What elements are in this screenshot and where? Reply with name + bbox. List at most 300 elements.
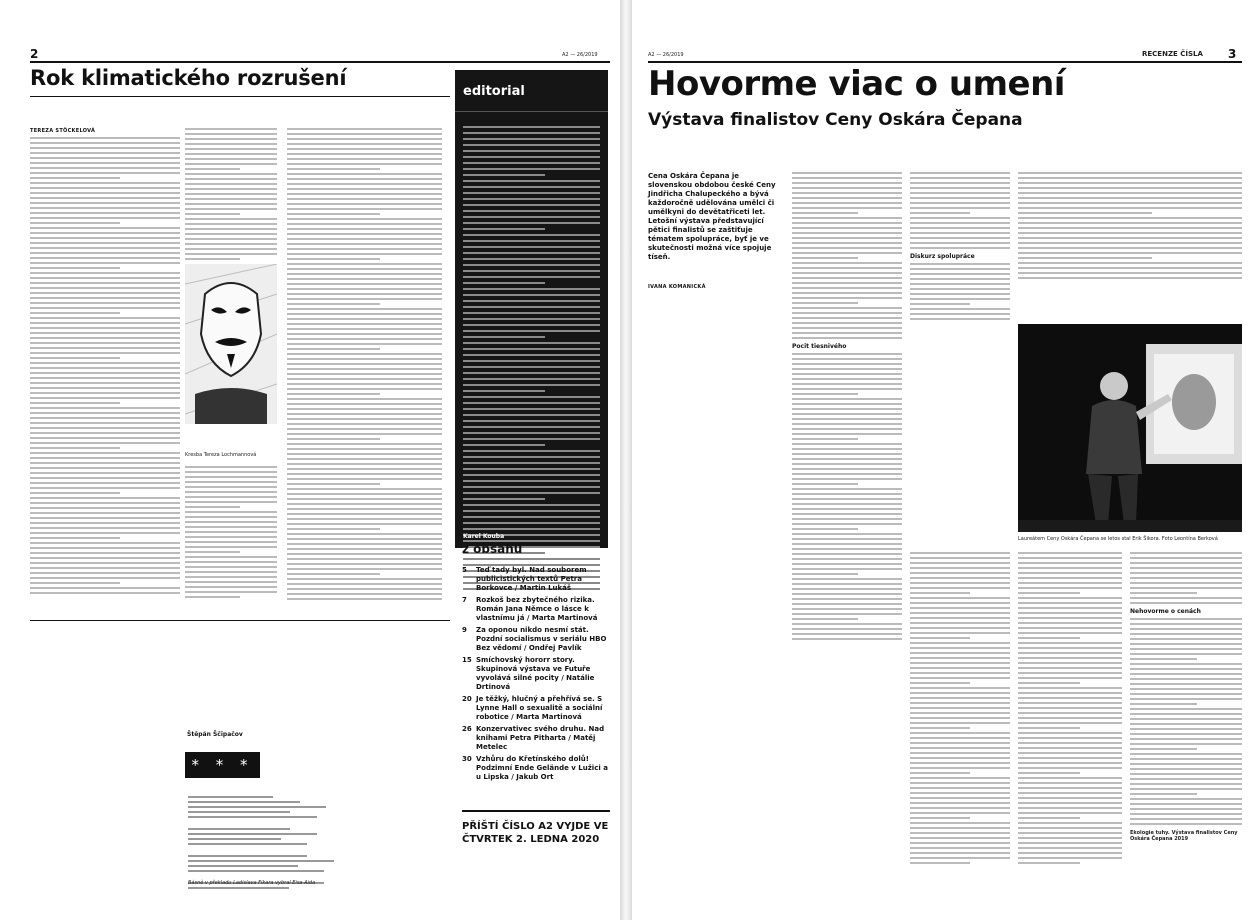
text-line xyxy=(1018,572,1122,574)
text-line xyxy=(792,463,902,465)
text-line xyxy=(185,546,277,548)
text-line xyxy=(287,463,442,465)
text-line xyxy=(1018,772,1080,774)
text-line xyxy=(287,243,442,245)
text-line xyxy=(1018,642,1122,644)
text-line xyxy=(1130,773,1242,775)
text-line xyxy=(1018,697,1122,699)
text-line xyxy=(1130,823,1242,825)
text-line xyxy=(910,807,1010,809)
section-heading: Pocit tiesnivého xyxy=(792,343,847,350)
text-line xyxy=(185,233,277,235)
text-line xyxy=(792,297,902,299)
contents-page-number: 20 xyxy=(462,695,472,703)
text-line xyxy=(463,384,600,386)
text-line xyxy=(1130,718,1242,720)
poem-line xyxy=(188,833,317,835)
text-line xyxy=(792,172,902,174)
text-line xyxy=(30,307,180,309)
text-line xyxy=(1018,582,1122,584)
text-line xyxy=(910,697,1010,699)
contents-entry-text: Konzervativec svého druhu. Nad knihami Petra Pitharta / Matěj Metelec xyxy=(476,725,605,751)
article-column xyxy=(910,172,1010,323)
text-line xyxy=(792,638,902,640)
text-line xyxy=(185,541,277,543)
text-line xyxy=(1018,622,1122,624)
text-line xyxy=(1018,192,1242,194)
text-line xyxy=(287,513,442,515)
text-line xyxy=(792,493,902,495)
text-line xyxy=(287,238,442,240)
text-line xyxy=(792,237,902,239)
text-line xyxy=(1018,632,1122,634)
text-line xyxy=(185,586,277,588)
text-line xyxy=(1018,662,1122,664)
text-line xyxy=(185,213,240,215)
editorial-title: editorial xyxy=(463,84,525,99)
text-line xyxy=(287,173,442,175)
text-line xyxy=(463,288,600,290)
text-line xyxy=(287,573,380,575)
text-line xyxy=(287,353,442,355)
text-line xyxy=(1018,277,1242,279)
text-line xyxy=(792,187,902,189)
text-line xyxy=(1130,643,1242,645)
text-line xyxy=(287,398,442,400)
text-line xyxy=(30,287,180,289)
text-line xyxy=(1018,557,1122,559)
text-line xyxy=(910,207,1010,209)
text-line xyxy=(910,632,1010,634)
contents-item xyxy=(462,695,612,722)
poem-author: Štěpán Ščipačov xyxy=(187,731,243,738)
text-line xyxy=(792,247,902,249)
text-line xyxy=(1130,818,1242,820)
text-line xyxy=(1130,793,1197,795)
text-line xyxy=(792,177,902,179)
text-line xyxy=(910,227,1010,229)
text-line xyxy=(910,212,970,214)
text-line xyxy=(463,234,600,236)
text-line xyxy=(185,168,240,170)
text-line xyxy=(185,511,277,513)
text-line xyxy=(287,278,442,280)
text-line xyxy=(792,438,858,440)
text-line xyxy=(1130,753,1242,755)
text-line xyxy=(185,203,277,205)
text-line xyxy=(792,433,902,435)
text-line xyxy=(287,133,442,135)
running-head: A2 — 26/2019 xyxy=(562,52,598,58)
text-line xyxy=(185,138,277,140)
editorial-rule xyxy=(455,111,608,112)
text-line xyxy=(30,147,180,149)
contents-item xyxy=(462,596,612,623)
text-line xyxy=(463,372,600,374)
text-line xyxy=(792,428,902,430)
text-line xyxy=(287,253,442,255)
text-line xyxy=(30,537,120,539)
text-line xyxy=(30,347,180,349)
poem-line xyxy=(188,887,289,889)
text-line xyxy=(1018,262,1242,264)
text-line xyxy=(1018,692,1122,694)
text-line xyxy=(792,252,902,254)
poem-line xyxy=(188,801,300,803)
text-line xyxy=(30,467,180,469)
text-line xyxy=(1130,597,1242,599)
poem-line xyxy=(188,870,324,872)
poem-line xyxy=(188,796,273,798)
text-line xyxy=(792,312,902,314)
text-line xyxy=(792,378,902,380)
text-line xyxy=(792,353,902,355)
text-line xyxy=(910,667,1010,669)
contents-item xyxy=(462,755,612,782)
text-line xyxy=(1130,693,1242,695)
text-line xyxy=(463,450,600,452)
text-line xyxy=(30,207,180,209)
article-headline: Hovorme viac o umení xyxy=(648,64,1065,104)
text-line xyxy=(1018,812,1122,814)
text-line xyxy=(1018,212,1152,214)
text-line xyxy=(910,702,1010,704)
text-line xyxy=(1130,738,1242,740)
text-line xyxy=(463,144,600,146)
text-line xyxy=(287,148,442,150)
text-line xyxy=(463,438,600,440)
text-line xyxy=(910,837,1010,839)
text-line xyxy=(910,717,1010,719)
text-line xyxy=(463,342,600,344)
text-line xyxy=(30,357,120,359)
text-line xyxy=(1018,577,1122,579)
text-line xyxy=(185,551,240,553)
text-line xyxy=(1130,673,1242,675)
text-line xyxy=(1018,672,1122,674)
text-line xyxy=(1018,182,1242,184)
text-line xyxy=(463,306,600,308)
text-line xyxy=(30,417,180,419)
text-line xyxy=(287,143,442,145)
text-line xyxy=(1018,267,1242,269)
artist-photo xyxy=(1018,324,1242,532)
article-column xyxy=(1018,172,1242,282)
text-line xyxy=(30,197,180,199)
poem-credit: Básně v překladu Ladislava Fikara vybral Eisa Aida xyxy=(188,880,316,886)
text-line xyxy=(287,548,442,550)
text-line xyxy=(1018,217,1242,219)
text-line xyxy=(792,448,902,450)
text-line xyxy=(910,283,1010,285)
text-line xyxy=(463,516,600,518)
text-line xyxy=(185,476,277,478)
text-line xyxy=(792,483,858,485)
text-line xyxy=(185,143,277,145)
editorial-signature: Karel Kouba xyxy=(463,533,505,540)
text-line xyxy=(463,258,600,260)
text-line xyxy=(185,471,277,473)
text-line xyxy=(30,252,180,254)
poem-line xyxy=(188,838,281,840)
text-line xyxy=(30,392,180,394)
text-line xyxy=(792,192,902,194)
text-line xyxy=(287,438,380,440)
text-line xyxy=(30,517,180,519)
poem-line xyxy=(188,811,290,813)
text-line xyxy=(910,737,1010,739)
text-line xyxy=(185,253,277,255)
text-line xyxy=(30,427,180,429)
text-line xyxy=(792,513,902,515)
text-line xyxy=(287,373,442,375)
text-line xyxy=(792,368,902,370)
text-line xyxy=(287,433,442,435)
text-line xyxy=(185,466,277,468)
text-line xyxy=(1018,602,1122,604)
text-line xyxy=(287,348,380,350)
stanza-break xyxy=(188,892,343,899)
text-line xyxy=(287,543,442,545)
text-line xyxy=(287,538,442,540)
text-line xyxy=(30,242,180,244)
text-line xyxy=(287,593,442,595)
text-line xyxy=(463,126,600,128)
text-line xyxy=(463,240,600,242)
text-line xyxy=(792,623,902,625)
contents-page-number: 9 xyxy=(462,626,467,634)
text-line xyxy=(463,408,600,410)
text-line xyxy=(910,587,1010,589)
poem-line xyxy=(188,855,307,857)
text-line xyxy=(792,363,902,365)
text-line xyxy=(463,264,600,266)
text-line xyxy=(1130,813,1242,815)
text-line xyxy=(910,842,1010,844)
poem-asterisks: * * * xyxy=(185,752,260,778)
text-line xyxy=(287,443,442,445)
text-line xyxy=(1130,788,1242,790)
text-line xyxy=(1018,822,1122,824)
text-line xyxy=(287,458,442,460)
text-line xyxy=(287,563,442,565)
text-line xyxy=(1018,552,1122,554)
text-line xyxy=(1018,232,1242,234)
text-line xyxy=(1018,687,1122,689)
text-line xyxy=(1130,668,1242,670)
text-line xyxy=(287,518,442,520)
text-line xyxy=(792,588,902,590)
text-line xyxy=(910,752,1010,754)
text-line xyxy=(185,223,277,225)
text-line xyxy=(792,197,902,199)
text-line xyxy=(287,428,442,430)
text-line xyxy=(1130,633,1242,635)
text-line xyxy=(1018,832,1122,834)
contents-item xyxy=(462,626,612,653)
text-line xyxy=(463,132,600,134)
text-line xyxy=(792,628,902,630)
poem-line xyxy=(188,828,290,830)
text-line xyxy=(185,183,277,185)
text-line xyxy=(463,294,600,296)
text-line xyxy=(792,373,902,375)
text-line xyxy=(910,682,970,684)
text-line xyxy=(30,562,180,564)
text-line xyxy=(792,408,902,410)
text-line xyxy=(1018,187,1242,189)
text-line xyxy=(185,243,277,245)
text-line xyxy=(910,762,1010,764)
poem-line xyxy=(188,860,334,862)
text-line xyxy=(792,272,902,274)
contents-page-number: 15 xyxy=(462,656,472,664)
text-line xyxy=(185,496,277,498)
contents-entry-text: Smíchovský hororr story. Skupinová výstava ve Futuře vyvolává silné pocity / Natálie Drtinová xyxy=(476,656,595,691)
text-line xyxy=(287,198,442,200)
text-line xyxy=(30,352,180,354)
text-line xyxy=(910,787,1010,789)
header-rule xyxy=(648,61,1242,63)
text-line xyxy=(463,414,600,416)
text-line xyxy=(792,558,902,560)
text-line xyxy=(910,222,1010,224)
text-line xyxy=(1018,837,1122,839)
text-line xyxy=(30,162,180,164)
text-line xyxy=(792,398,902,400)
text-line xyxy=(287,468,442,470)
text-line xyxy=(463,456,600,458)
text-line xyxy=(1130,658,1197,660)
text-line xyxy=(792,322,902,324)
poem-line xyxy=(188,806,326,808)
text-line xyxy=(463,528,600,530)
text-line xyxy=(463,150,600,152)
contents-item xyxy=(462,656,612,692)
text-line xyxy=(910,817,970,819)
text-line xyxy=(30,412,180,414)
text-line xyxy=(287,408,442,410)
text-line xyxy=(185,481,277,483)
text-line xyxy=(287,283,442,285)
text-line xyxy=(910,742,1010,744)
text-line xyxy=(910,172,1010,174)
text-line xyxy=(1130,803,1242,805)
text-line xyxy=(910,268,1010,270)
text-line xyxy=(1018,592,1080,594)
text-line xyxy=(287,418,442,420)
text-line xyxy=(1018,197,1242,199)
text-line xyxy=(287,343,442,345)
text-line xyxy=(910,273,1010,275)
text-line xyxy=(792,503,902,505)
text-line xyxy=(1130,743,1242,745)
text-line xyxy=(1018,657,1122,659)
text-line xyxy=(287,558,442,560)
text-line xyxy=(185,516,277,518)
text-line xyxy=(910,812,1010,814)
text-line xyxy=(463,402,600,404)
text-line xyxy=(792,242,902,244)
article-column xyxy=(287,128,442,603)
text-line xyxy=(792,453,902,455)
text-line xyxy=(910,308,1010,310)
text-line xyxy=(910,627,1010,629)
text-line xyxy=(792,222,902,224)
contents-entry-text: Rozkoš bez zbytečného rizika. Román Jana Němce o lásce k vlastnímu já / Marta Martinová xyxy=(476,596,598,622)
text-line xyxy=(910,827,1010,829)
text-line xyxy=(1018,667,1122,669)
text-line xyxy=(1018,792,1122,794)
text-line xyxy=(185,128,277,130)
text-line xyxy=(792,618,858,620)
text-line xyxy=(1130,552,1242,554)
headline-rule xyxy=(30,96,450,97)
text-line xyxy=(30,202,180,204)
text-line xyxy=(463,282,545,284)
text-line xyxy=(30,257,180,259)
text-line xyxy=(910,567,1010,569)
text-line xyxy=(1018,257,1152,259)
text-line xyxy=(792,423,902,425)
text-line xyxy=(287,368,442,370)
article-column xyxy=(910,552,1010,867)
article-lead: Cena Oskára Čepana je slovenskou obdobou české Ceny Jindřicha Chalupeckého a bývá každoročně udělována umělci či umělkyni do devětatřiceti let. Letošní výstava představující pětici finalistů se zaštiťuje tématem spolupráce, byť je ve skutečnosti možná více spojuje tíseň. xyxy=(648,172,776,261)
text-line xyxy=(1130,783,1242,785)
text-line xyxy=(792,292,902,294)
exhibition-note: Ekologie tuhy. Výstava finalistov Ceny Oskára Čepana 2019 xyxy=(1130,830,1238,842)
text-line xyxy=(463,378,600,380)
text-line xyxy=(792,403,902,405)
text-line xyxy=(792,277,902,279)
article-author: TEREZA STÖCKELOVÁ xyxy=(30,128,96,134)
text-line xyxy=(287,138,442,140)
text-line xyxy=(910,612,1010,614)
text-line xyxy=(792,473,902,475)
text-line xyxy=(30,212,180,214)
text-line xyxy=(30,282,180,284)
text-line xyxy=(1018,247,1242,249)
text-line xyxy=(287,333,442,335)
text-line xyxy=(1018,242,1242,244)
text-line xyxy=(1130,728,1242,730)
text-line xyxy=(792,257,858,259)
text-line xyxy=(185,208,277,210)
text-line xyxy=(287,168,380,170)
text-line xyxy=(287,388,442,390)
text-line xyxy=(463,396,600,398)
text-line xyxy=(30,227,180,229)
text-line xyxy=(185,178,277,180)
text-line xyxy=(1130,778,1242,780)
text-line xyxy=(287,208,442,210)
next-issue-rule xyxy=(462,810,610,812)
text-line xyxy=(30,477,180,479)
text-line xyxy=(1018,707,1122,709)
text-line xyxy=(185,198,277,200)
text-line xyxy=(30,592,180,594)
text-line xyxy=(287,318,442,320)
text-line xyxy=(792,413,902,415)
text-line xyxy=(910,802,1010,804)
text-line xyxy=(910,712,1010,714)
text-line xyxy=(1018,682,1080,684)
text-line xyxy=(30,577,180,579)
text-line xyxy=(30,237,180,239)
text-line xyxy=(185,491,277,493)
text-line xyxy=(1018,712,1122,714)
text-line xyxy=(30,512,180,514)
